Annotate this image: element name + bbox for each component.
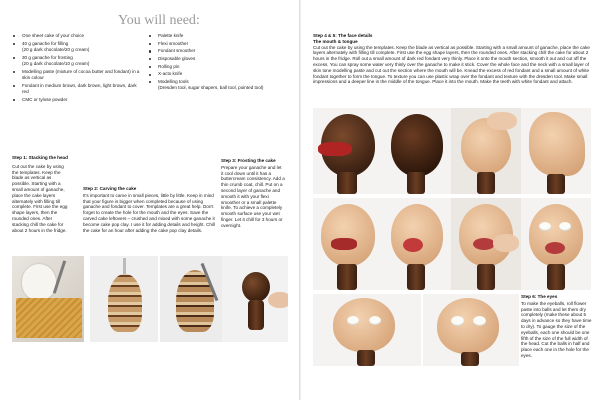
tool-item: Flexi smoother <box>148 41 288 47</box>
step6-title: Step 6: The eyes <box>521 294 558 299</box>
tools-list <box>148 33 288 93</box>
left-page <box>0 0 299 400</box>
step6-block <box>521 294 593 359</box>
photo-eyeball-detail <box>423 294 519 366</box>
step2-body: It's important to carve in small pieces, little by little. Keep in mind that your figure is bigger when completed because of using ganache and fondant to cover. Templates are a great help. Don't forget to create the hole for the mouth and the eyes. Save the carved cake leftovers – crushed and mixed with some ganache it become cake pop clay. I use it for adding details and height. Chill the cake for an hour after adding the cake pop clay details. <box>83 192 215 233</box>
photo-eyeball-head <box>313 294 421 366</box>
photo-teeth <box>451 198 521 290</box>
ingredient-item: 40 g ganache for filling (20 g dark chocolate/20 g cream) <box>12 41 140 54</box>
ingredient-item: CMC or tylose powder <box>12 97 140 103</box>
step2-title: Step 2: Carving the cake <box>83 186 137 191</box>
photo-red-mouth <box>313 108 383 194</box>
tool-item: Palette knife <box>148 33 288 39</box>
step45-body: Cut out the cake by using the templates. Keep the blade as vertical as possible. Starting with a small amount of ganache, place the cake layers alternately with filling till complete. First use the egg shape layers, then the rounded ones. After stacking chill the cake for about 2 hours in the fridge. Roll out a small amount of dark red fondant very thinly. Place it onto the mouth section, smooth it out and cut off the excess. You can spray some water very thinly over the ganache to make it stick. Cover the whole face and the neck with a small layer of skin tone modelling paste and cut out the section where the mouth will be. Knead the excess of red fondant and a small amount of white fondant together to form the tongue. To texture you can use plastic wrap over the fondant and texture with the dresden tool. Make small impressions and a deeper line in the middle of the tongue. Place it into the mouth. Make the teeth with white fondant and attach. <box>313 44 590 85</box>
ingredients-list <box>12 33 140 104</box>
tool-item: Rolling pin <box>148 64 288 70</box>
step45-block <box>313 33 591 85</box>
ingredient-item: One sheet cake of your choice <box>12 33 140 39</box>
step45-title: Step 4 & 5: The face details <box>313 33 373 38</box>
tool-item: Modelling tools (Dresden tool, sugar shapers, ball tool, pointed tool) <box>148 79 288 92</box>
ingredient-item: 30 g ganache for frosting (20 g dark chocolate/10 g cream) <box>12 55 140 68</box>
ingredient-item: Modelling paste (mixture of cocoa butter and fondant) in a skin colour <box>12 69 140 82</box>
photo-stacked-cake <box>90 256 158 342</box>
step1-title: Step 1: Stacking the head <box>12 155 68 160</box>
photo-frosted-cake <box>222 256 288 342</box>
step45-subtitle: The mouth & tongue <box>313 38 358 44</box>
step2-block <box>83 186 218 233</box>
step6-body: To make the eyeballs, roll flower paste into balls and let them dry completely (make these about 5 days in advance so they have time to dry). To gauge the size of the eyeballs, each one should be one fifth of the size of the full width of the head. Cut the balls in half and place each one in the hole for the eyes. <box>521 300 592 358</box>
step3-body: Prepare your ganache and let it cool down until it has a buttercream consistency. Add a thin crumb coat, chill. Put on a second layer of ganache and smooth it with your flexi smoother or a small palette knife. To achieve a completely smooth surface use your wet finger. Let it chill for 3 hours or overnight. <box>221 164 285 228</box>
photo-covering-face <box>451 108 521 194</box>
tool-item: Disposable gloves <box>148 56 288 62</box>
ingredient-item: Fondant in medium brown, dark brown, light brown, dark red <box>12 83 140 96</box>
right-page <box>301 0 600 400</box>
photo-dark-head <box>383 108 451 194</box>
step1-body: Cut out the cake by using the templates. Keep the blade as vertical as possible. Starting with a small amount of ganache, place the cake layers alternately with filling till complete. First use the egg shape layers, then the rounded ones. After stacking chill the cake for about 2 hours in the fridge. <box>12 163 68 233</box>
photo-stacking-template <box>12 256 84 342</box>
photo-carving-cake <box>160 256 222 342</box>
step3-title: Step 3: Frosting the cake <box>221 158 276 163</box>
step3-block <box>221 158 285 229</box>
photo-eyes <box>521 198 591 290</box>
step1-block <box>12 155 70 233</box>
photo-skin-face <box>313 198 383 290</box>
page-title: You will need: <box>118 13 200 28</box>
photo-tongue <box>383 198 451 290</box>
tool-item: Fondant smoother <box>148 48 288 54</box>
photo-skin-drape <box>521 108 591 194</box>
tool-item: X-acto knife <box>148 71 288 77</box>
